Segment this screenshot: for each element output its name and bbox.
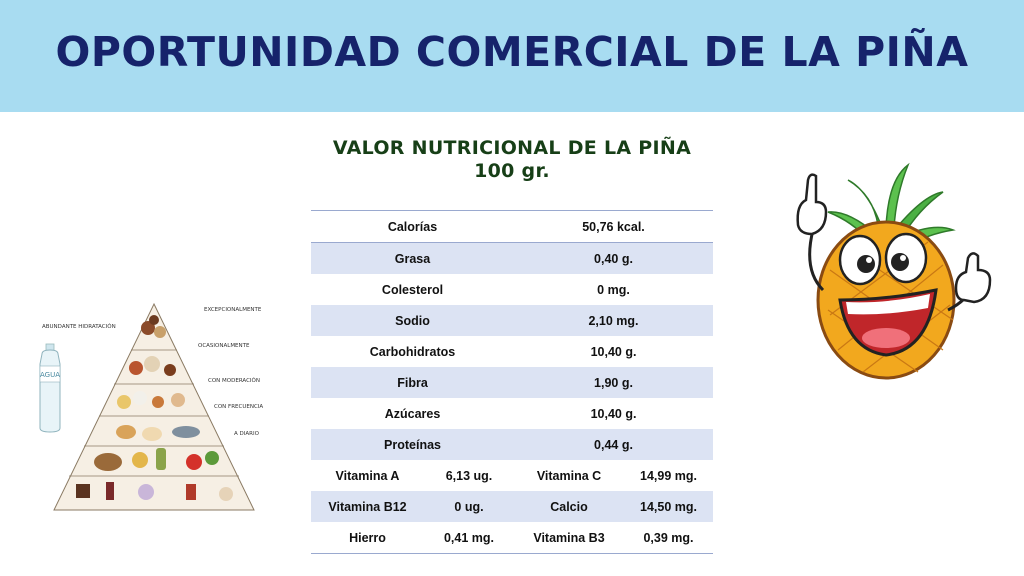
pineapple-mascot-illustration — [768, 150, 998, 390]
pyramid-level-label: CON MODERACIÓN — [208, 378, 260, 384]
row-label: Proteínas — [311, 429, 514, 460]
vitamin-value: 0,41 mg. — [424, 522, 514, 554]
vitamin-label: Vitamina C — [536, 468, 602, 483]
row-label: Azúcares — [384, 406, 441, 421]
hydration-label: ABUNDANTE HIDRATACIÓN — [42, 324, 116, 330]
table-row — [311, 336, 713, 367]
row-label: Calorías — [311, 211, 514, 243]
table-row — [311, 243, 713, 275]
row-value: 2,10 mg. — [514, 305, 713, 336]
table-heading-line1: VALOR NUTRICIONAL DE LA PIÑA — [332, 137, 692, 159]
row-value: 50,76 kcal. — [514, 211, 713, 243]
vitamin-value: 0 ug. — [424, 491, 514, 522]
bottle-label: AGUA — [39, 371, 61, 379]
row-value: 10,40 g. — [590, 406, 637, 421]
row-label: Colesterol — [381, 282, 444, 297]
vitamin-value: 14,50 mg. — [624, 491, 713, 522]
pyramid-level-label: CON FRECUENCIA — [214, 404, 264, 410]
vitamin-label: Hierro — [311, 522, 424, 554]
table-row — [311, 398, 713, 429]
table-row — [311, 522, 713, 554]
slide-title: OPORTUNIDAD COMERCIAL DE LA PIÑA — [55, 28, 969, 76]
table-row — [311, 274, 713, 305]
table-heading — [312, 137, 712, 183]
vitamin-value: 0,39 mg. — [624, 522, 713, 554]
pointing-hand-icon — [798, 175, 826, 234]
pyramid-level-label: EXCEPCIONALMENTE — [204, 307, 262, 313]
table-row — [311, 211, 713, 243]
water-bottle-icon — [40, 344, 60, 432]
row-value: 0,44 g. — [514, 429, 713, 460]
row-label: Fibra — [311, 367, 514, 398]
vitamin-label: Vitamina A — [335, 468, 400, 483]
pyramid-level-label: A DIARIO — [234, 431, 259, 437]
vitamin-label: Vitamina B3 — [514, 522, 624, 554]
row-value: 10,40 g. — [590, 344, 637, 359]
vitamin-value: 6,13 ug. — [445, 468, 493, 483]
row-label: Grasa — [311, 243, 514, 275]
row-label: Carbohidratos — [369, 344, 456, 359]
table-row — [311, 491, 713, 522]
row-value: 0 mg. — [597, 282, 630, 297]
row-value: 1,90 g. — [514, 367, 713, 398]
table-row — [311, 429, 713, 460]
table-row — [311, 460, 713, 491]
vitamin-value: 14,99 mg. — [640, 468, 697, 483]
food-pyramid-illustration — [36, 298, 266, 516]
vitamin-label: Calcio — [514, 491, 624, 522]
pyramid-level-label: OCASIONALMENTE — [198, 343, 250, 349]
thumbs-up-icon — [956, 253, 990, 302]
nutrition-table — [311, 210, 713, 554]
row-value: 0,40 g. — [514, 243, 713, 275]
table-heading-line2: 100 gr. — [474, 160, 550, 182]
table-row — [311, 367, 713, 398]
row-label: Sodio — [311, 305, 514, 336]
title-banner — [0, 0, 1024, 112]
vitamin-label: Vitamina B12 — [311, 491, 424, 522]
table-row — [311, 305, 713, 336]
